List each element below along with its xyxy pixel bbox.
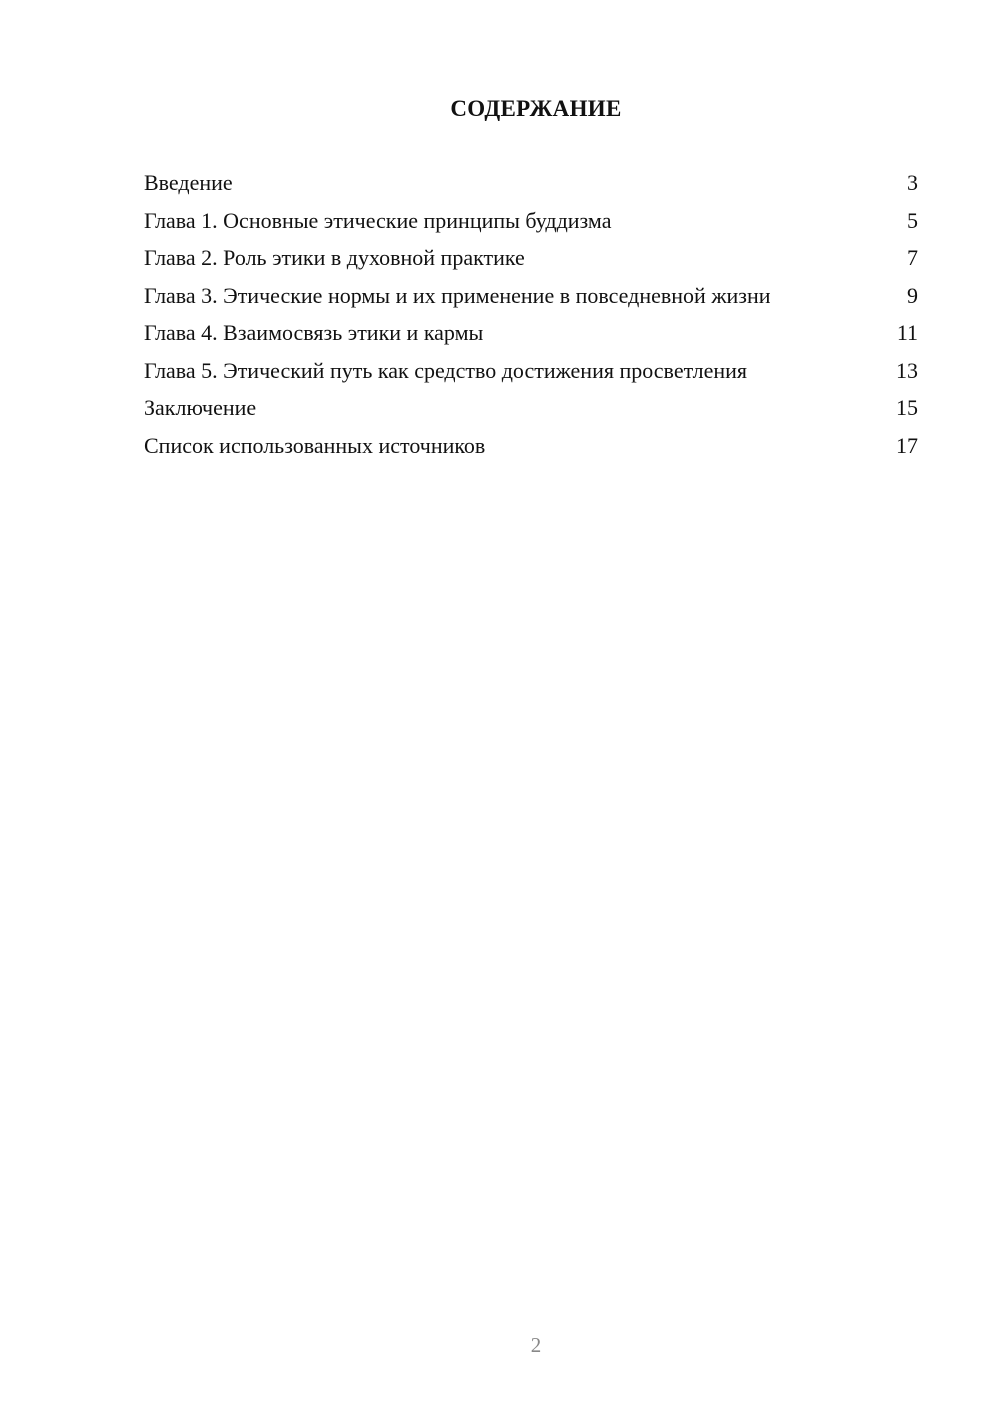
toc-entry-page: 13	[896, 357, 918, 383]
toc-entry-chapter-5	[144, 358, 918, 384]
toc-heading: СОДЕРЖАНИЕ	[450, 96, 622, 121]
toc-entry-title: Глава 1. Основные этические принципы буддизма	[144, 207, 612, 233]
toc-entry-chapter-2	[144, 245, 918, 271]
toc-entry-title: Глава 3. Этические нормы и их применение в повседневной жизни	[144, 282, 771, 308]
toc-entry-chapter-3	[144, 283, 918, 309]
toc-entry-page: 3	[907, 170, 918, 195]
toc-entry-introduction	[144, 170, 918, 196]
toc-entry-page: 5	[907, 207, 918, 233]
page-number: 2	[530, 1333, 542, 1357]
toc-entry-chapter-1	[144, 208, 918, 234]
toc-entry-title: Список использованных источников	[144, 432, 486, 458]
toc-entry-chapter-4	[144, 320, 918, 346]
toc-entry-page: 15	[896, 395, 918, 420]
toc-entry-page: 7	[907, 245, 918, 270]
table-of-contents	[144, 170, 918, 470]
toc-entry-page: 9	[907, 282, 918, 308]
toc-entry-title: Глава 5. Этический путь как средство достижения просветления	[144, 357, 748, 383]
toc-entry-references	[144, 433, 918, 459]
toc-entry-title: Введение	[144, 170, 233, 195]
toc-entry-title: Глава 2. Роль этики в духовной практике	[144, 245, 525, 270]
toc-entry-title: Глава 4. Взаимосвязь этики и кармы	[144, 320, 484, 345]
toc-entry-title: Заключение	[144, 395, 257, 420]
toc-entry-page: 17	[896, 432, 918, 458]
toc-entry-conclusion	[144, 395, 918, 421]
toc-entry-page: 11	[896, 320, 918, 345]
